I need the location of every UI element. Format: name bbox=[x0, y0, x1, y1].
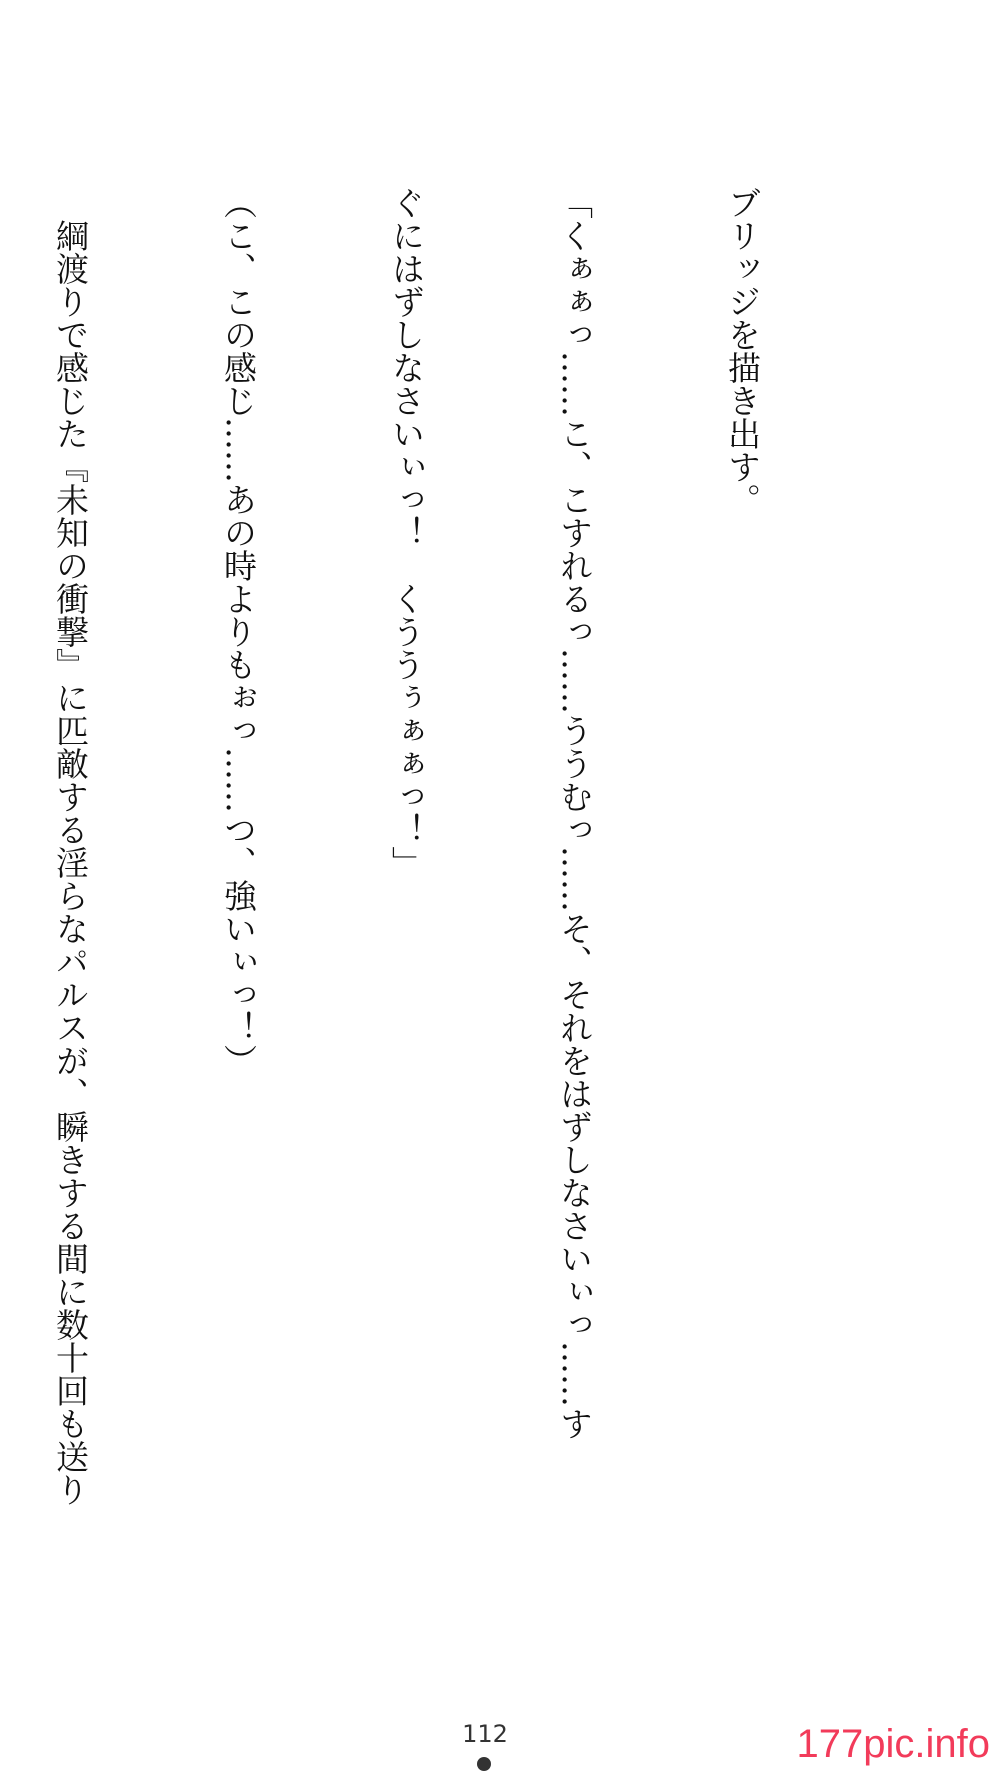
text-line: 「くぁぁっ……こ、こすれるっ……ううむっ……そ、それをはずしなさいぃっ……す bbox=[555, 186, 594, 1440]
page-dot-mark bbox=[477, 1757, 491, 1771]
text-line: ブリッジを描き出す。 bbox=[723, 186, 762, 516]
text-line: （こ、この感じ……あの時よりもぉっ……つ、強いぃっ！） bbox=[219, 186, 258, 1077]
watermark: 177pic.info bbox=[796, 1722, 990, 1766]
text-line: 綱渡りで感じた『未知の衝撃』に匹敵する淫らなパルスが、瞬きする間に数十回も送り bbox=[51, 186, 90, 1506]
text-line: ぐにはずしなさいぃっ！ くううぅぁぁっ！」 bbox=[387, 186, 426, 879]
page-number: 112 bbox=[462, 1720, 508, 1748]
vertical-text-body bbox=[0, 186, 882, 1516]
